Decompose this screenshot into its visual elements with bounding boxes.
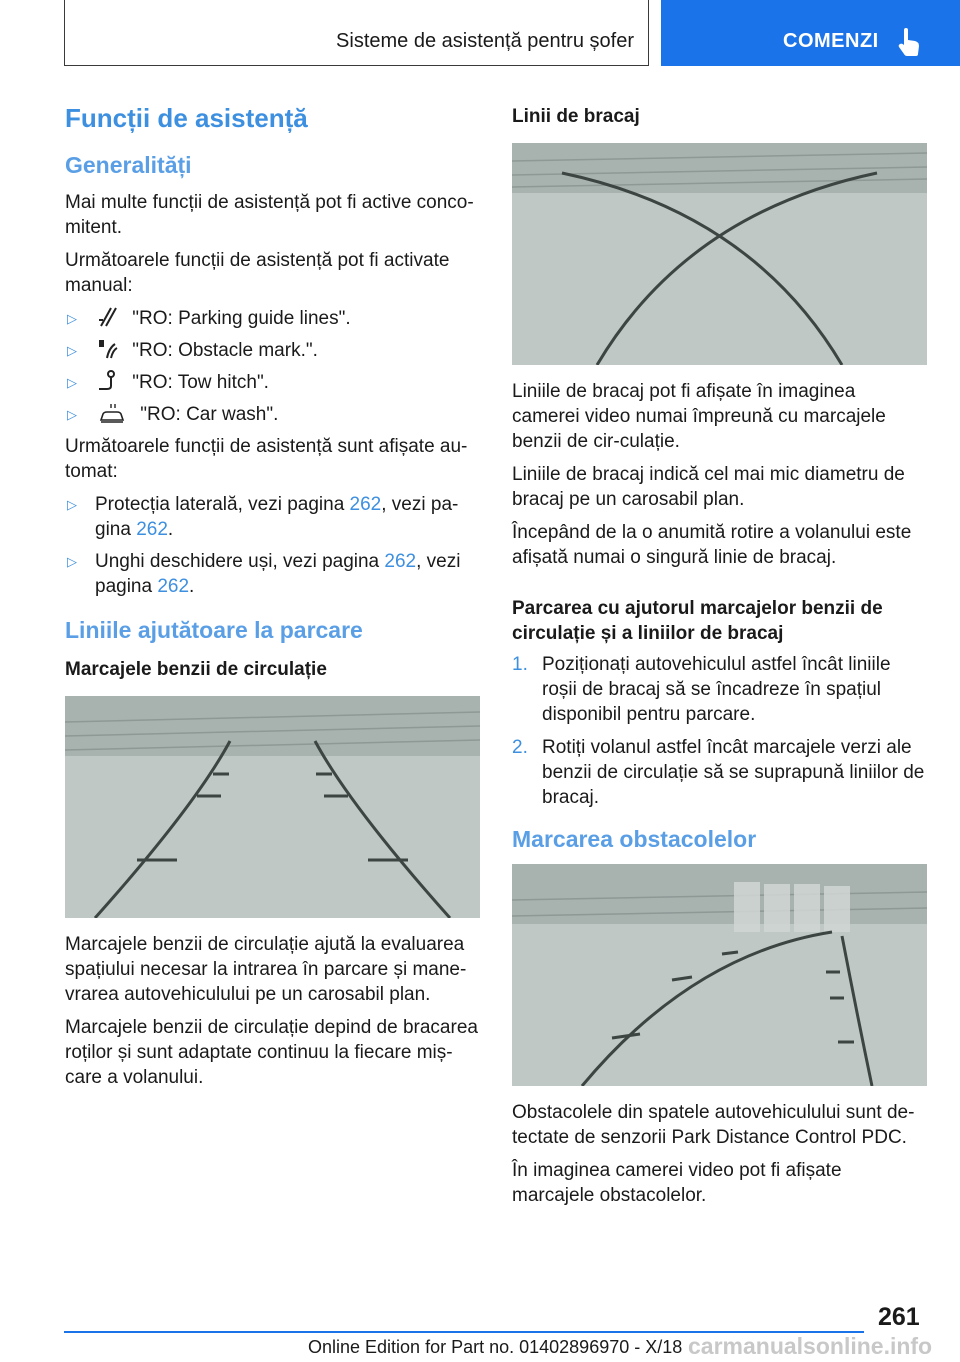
paragraph-turning-2: Liniile de bracaj indică cel mai mic diametru de bracaj pe un carosabil plan. [512,464,905,510]
triangle-bullet-icon: ▷ [67,554,77,569]
list-item-text: "RO: Car wash". [140,404,279,425]
parking-steps-list [512,652,927,810]
list-item [65,549,480,599]
header-tab-label: COMENZI [783,30,879,52]
paragraph-general-3: Următoarele funcții de asistență sunt afișate au-tomat: [65,436,468,482]
pointing-hand-icon [895,28,921,56]
obstacle-marking-figure [512,864,927,1086]
list-item-text: , vezi pa-gina [95,494,459,540]
list-item-text: , vezi pagina [95,551,461,597]
page-link[interactable]: 262 [384,551,417,572]
list-item [512,652,927,727]
lane-markings-figure [65,696,480,918]
heading-general: Generalități [65,152,192,178]
triangle-bullet-icon: ▷ [67,497,77,512]
car-wash-icon [95,402,129,424]
triangle-bullet-icon: ▷ [67,311,77,326]
header-section-box [64,0,649,66]
left-column [65,100,480,1098]
list-item-text: Unghi deschidere uși, vezi pagina [95,551,385,572]
page-link[interactable]: 262 [157,576,190,597]
paragraph-lane-1: Marcajele benzii de circulație ajută la evaluarea spațiului necesar la intrarea în parcare și mane-vrarea autovehiculului pe un carosabil plan. [65,934,467,1005]
heading-lane-markings: Marcajele benzii de circulație [65,659,327,680]
parking-guide-lines-icon [95,306,121,328]
list-item [65,338,480,363]
manual-functions-list [65,306,480,427]
list-item-text: "RO: Parking guide lines". [132,308,351,329]
page-number: 261 [878,1303,920,1331]
triangle-bullet-icon: ▷ [67,375,77,390]
list-item-text: "RO: Obstacle mark.". [132,340,318,361]
paragraph-lane-2: Marcajele benzii de circulație depind de bracarea roților și sunt adaptate continuu la fiecare miș-care a volanului. [65,1017,478,1088]
list-item-text: Protecția laterală, vezi pagina [95,494,350,515]
step-text: Rotiți volanul astfel încât marcajele verzi ale benzii de circulație să se suprapună liniilor de bracaj. [542,737,925,808]
heading-turning-lines: Linii de bracaj [512,106,640,127]
step-number: 2. [512,737,528,758]
list-item [65,306,480,331]
list-item-text: "RO: Tow hitch". [132,372,269,393]
turning-lines-figure [512,143,927,365]
list-item [65,492,480,542]
list-item [65,370,480,395]
heading-parking-lines: Liniile ajutătoare la parcare [65,617,363,643]
step-number: 1. [512,654,528,675]
page-link[interactable]: 262 [349,494,382,515]
footer-edition: Online Edition for Part no. 01402896970 - X/18 [308,1337,683,1357]
page-title: Funcții de asistență [65,103,308,133]
watermark-logo: carmanualsonline.info [688,1333,933,1359]
tow-hitch-icon [95,370,121,392]
header-section-title: Sisteme de asistență pentru șofer [336,30,634,52]
header-tab-comenzi[interactable] [661,0,960,66]
automatic-functions-list [65,492,480,599]
paragraph-general-2: Următoarele funcții de asistență pot fi activate manual: [65,250,450,296]
paragraph-general-1: Mai multe funcții de asistență pot fi active conco-mitent. [65,192,474,238]
list-item [512,735,927,810]
list-item-text: . [189,576,195,597]
heading-obstacle-marking: Marcarea obstacolelor [512,826,757,852]
paragraph-obstacle-2: În imaginea camerei video pot fi afișate marcajele obstacolelor. [512,1160,842,1206]
obstacle-marking-icon [95,338,121,360]
step-text: Poziționați autovehiculul astfel încât liniile roșii de bracaj să se încadreze în spațiul disponibil pentru parcare. [542,654,891,725]
page-link[interactable]: 262 [136,519,168,540]
paragraph-turning-3: Începând de la o anumită rotire a volanului este afișată numai o singură linie de bracaj. [512,522,912,568]
paragraph-obstacle-1: Obstacolele din spatele autovehiculului sunt de-tectate de senzorii Park Distance Control PDC. [512,1102,915,1148]
paragraph-turning-1: Liniile de bracaj pot fi afișate în imaginea camerei video numai împreună cu marcajele benzii de cir-culație. [512,381,886,452]
list-item-text: . [167,519,174,540]
list-item [65,402,480,427]
triangle-bullet-icon: ▷ [67,343,77,358]
heading-parking-procedure: Parcarea cu ajutorul marcajelor benzii de circulație și a liniilor de bracaj [512,598,883,644]
right-column [512,100,927,1216]
triangle-bullet-icon: ▷ [67,407,77,422]
